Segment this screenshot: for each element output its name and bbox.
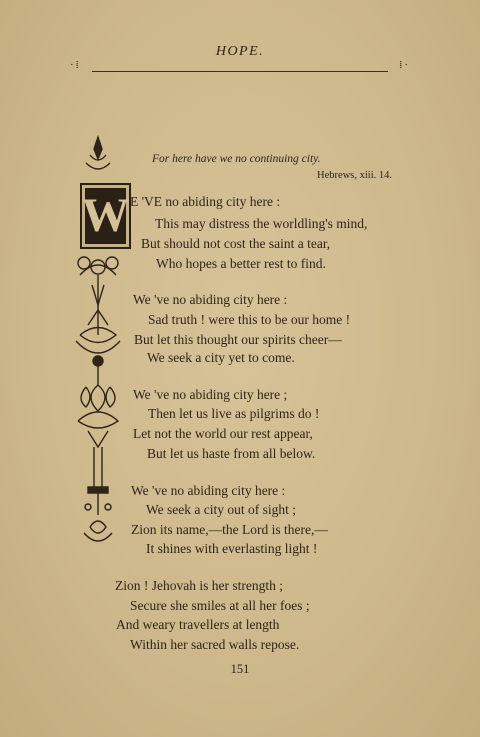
verse-line: It shines with everlasting light ! (146, 541, 318, 556)
verse-line: Zion its name,—the Lord is there,— (131, 522, 328, 537)
rule-line (92, 71, 388, 72)
verse-line: Then let us live as pilgrims do ! (148, 406, 320, 421)
page-number: 151 (230, 662, 250, 676)
verse-line: Secure she smiles at all her foes ; (130, 598, 310, 613)
verse-line: And weary travellers at length (116, 617, 280, 632)
verse-line: Zion ! Jehovah is her strength ; (115, 578, 283, 593)
epigraph-citation: Hebrews, xiii. 14. (317, 170, 392, 181)
verse-line: Who hopes a better rest to find. (156, 256, 326, 271)
verse-line: We 've no abiding city here ; (133, 387, 288, 402)
verse-line: But let us haste from all below. (147, 446, 316, 461)
verse-line: But let this thought our spirits cheer— (134, 332, 342, 347)
epigraph: For here have we no continuing city. (152, 153, 321, 165)
rule-ornament-left: ·⁞ (70, 59, 81, 71)
verse-line: But should not cost the saint a tear, (141, 236, 331, 251)
verse-line: This may distress the worldling's mind, (155, 216, 368, 231)
verse-line: E 'VE no abiding city here : (130, 194, 281, 209)
rule-ornament-right: ⁞· (399, 59, 410, 71)
verse-line: Within her sacred walls repose. (130, 637, 300, 652)
verse-line: Sad truth ! were this to be our home ! (148, 312, 351, 327)
verse-line: We 've no abiding city here : (133, 292, 288, 307)
verse-line: We 've no abiding city here : (131, 483, 286, 498)
drop-cap-letter: W (81, 189, 130, 242)
running-title: HOPE. (215, 44, 265, 59)
verse-line: Let not the world our rest appear, (133, 426, 313, 441)
verse-line: We seek a city out of sight ; (146, 502, 297, 517)
header-rule (70, 59, 410, 82)
verse-line: We seek a city yet to come. (147, 350, 295, 365)
drop-cap (80, 183, 131, 249)
